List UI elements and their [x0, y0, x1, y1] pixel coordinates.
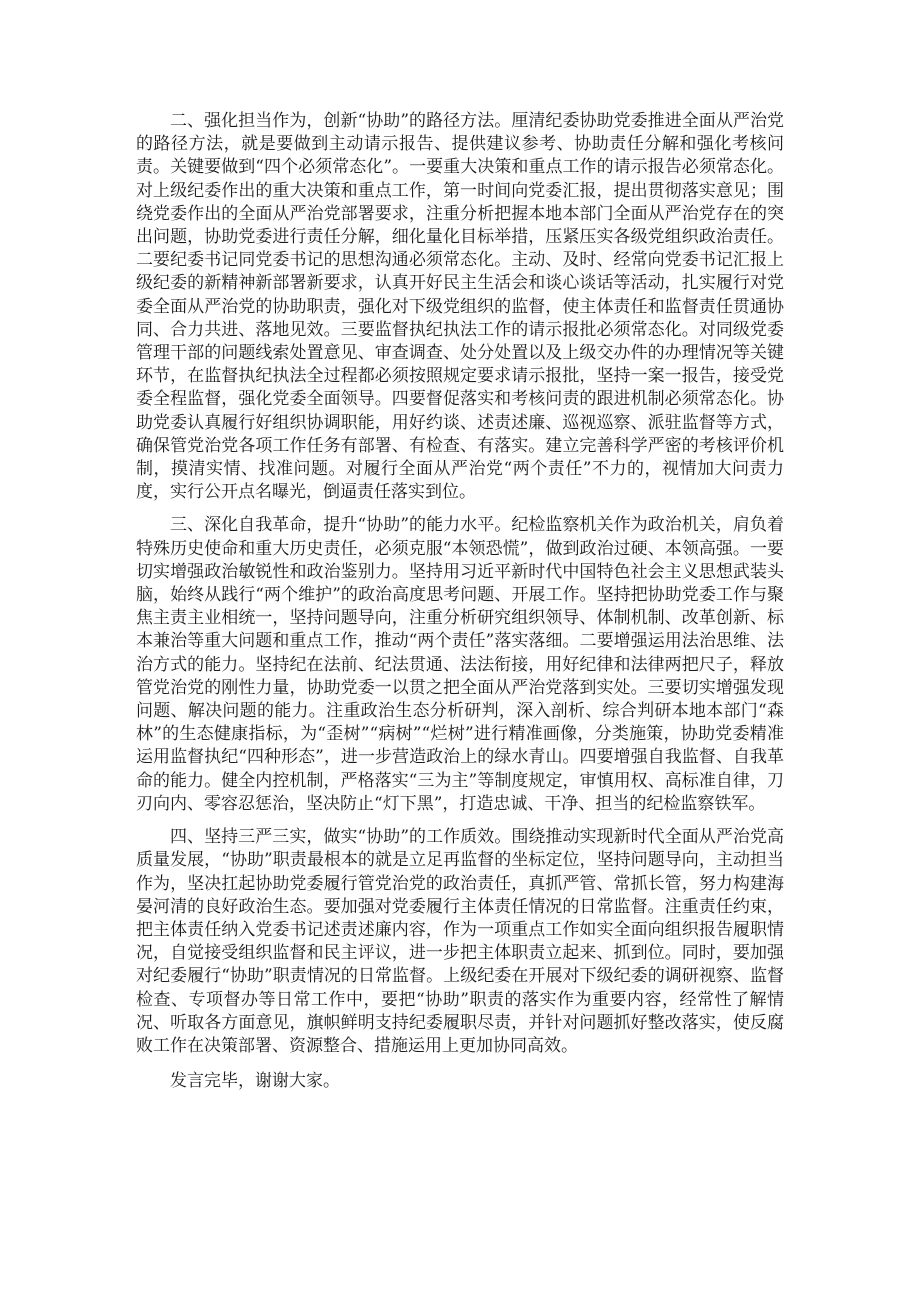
paragraph-section-two: 二、强化担当作为，创新“协助”的路径方法。厘清纪委协助党委推进全面从严治党的路径方法，就是要做到主动请示报告、提供建议参考、协助责任分解和强化考核问责。关键要做到“四个必须常态化”。一要重大决策和重点工作的请示报告必须常态化。对上级纪委作出的重大决策和重点工作，第一时间向党委汇报，提出贯彻落实意见；围绕党委作出的全面从严治党部署要求，注重分析把握本地本部门全面从严治党存在的突出问题，协助党委进行责任分解，细化量化目标举措，压紧压实各级党组织政治责任。二要纪委书记同党委书记的思想沟通必须常态化。主动、及时、经常向党委书记汇报上级纪委的新精神新部署新要求，认真开好民主生活会和谈心谈话等活动，扎实履行对党委全面从严治党的协助职责，强化对下级党组织的监督，使主体责任和监督责任贯通协同、合力共进、落地见效。三要监督执纪执法工作的请示报批必须常态化。对同级党委管理干部的问题线索处置意见、审查调查、处分处置以及上级交办件的办理情况等关键环节，在监督执纪执法全过程都必须按照规定要求请示报批，坚持一案一报告，接受党委全程监督，强化党委全面领导。四要督促落实和考核问责的跟进机制必须常态化。协助党委认真履行好组织协调职能，用好约谈、述责述廉、巡视巡察、派驻监督等方式，确保管党治党各项工作任务有部署、有检查、有落实。建立完善科学严密的考核评价机制，摸清实情、找准问题。对履行全面从严治党“两个责任”不力的，视情加大问责力度，实行公开点名曝光，倒逼责任落实到位。 [136, 111, 784, 503]
paragraph-section-four: 四、坚持三严三实，做实“协助”的工作质效。围绕推动实现新时代全面从严治党高质量发展，“协助”职责最根本的就是立足再监督的坐标定位，坚持问题导向，主动担当作为，坚决扛起协助党委履行管党治党的政治责任，真抓严管、常抓长管，努力构建海晏河清的良好政治生态。要加强对党委履行主体责任情况的日常监督。注重责任约束，把主体责任纳入党委书记述责述廉内容，作为一项重点工作如实全面向组织报告履职情况，自觉接受组织监督和民主评议，进一步把主体职责立起来、抓到位。同时，要加强对纪委履行“协助”职责情况的日常监督。上级纪委在开展对下级纪委的调研视察、监督检查、专项督办等日常工作中，要把“协助”职责的落实作为重要内容，经常性了解情况、听取各方面意见，旗帜鲜明支持纪委履职尽责，并针对问题抓好整改落实，使反腐败工作在决策部署、资源整合、措施运用上更加协同高效。 [136, 827, 784, 1056]
document-body [136, 110, 784, 1093]
paragraph-section-three: 三、深化自我革命，提升“协助”的能力水平。纪检监察机关作为政治机关，肩负着特殊历史使命和重大历史责任，必须克服“本领恐慌”，做到政治过硬、本领高强。一要切实增强政治敏锐性和政治鉴别力。坚持用习近平新时代中国特色社会主义思想武装头脑，始终从践行“两个维护”的政治高度思考问题、开展工作。坚持把协助党委工作与聚焦主责主业相统一，坚持问题导向，注重分析研究组织领导、体制机制、改革创新、标本兼治等重大问题和重点工作，推动“两个责任”落实落细。二要增强运用法治思维、法治方式的能力。坚持纪在法前、纪法贯通、法法衔接，用好纪律和法律两把尺子，释放管党治党的刚性力量，协助党委一以贯之把全面从严治党落到实处。三要切实增强发现问题、解决问题的能力。注重政治生态分析研判，深入剖析、综合判研本地本部门“森林”的生态健康指标，为“歪树”“病树”“烂树”进行精准画像，分类施策，协助党委精准运用监督执纪“四种形态”，进一步营造政治上的绿水青山。四要增强自我监督、自我革命的能力。健全内控机制，严格落实“三为主”等制度规定，审慎用权、高标准自律，刀刃向内、零容忍惩治，坚决防止“灯下黑”，打造忠诚、干净、担当的纪检监察铁军。 [136, 515, 784, 814]
closing-remark: 发言完毕，谢谢大家。 [170, 1071, 340, 1092]
